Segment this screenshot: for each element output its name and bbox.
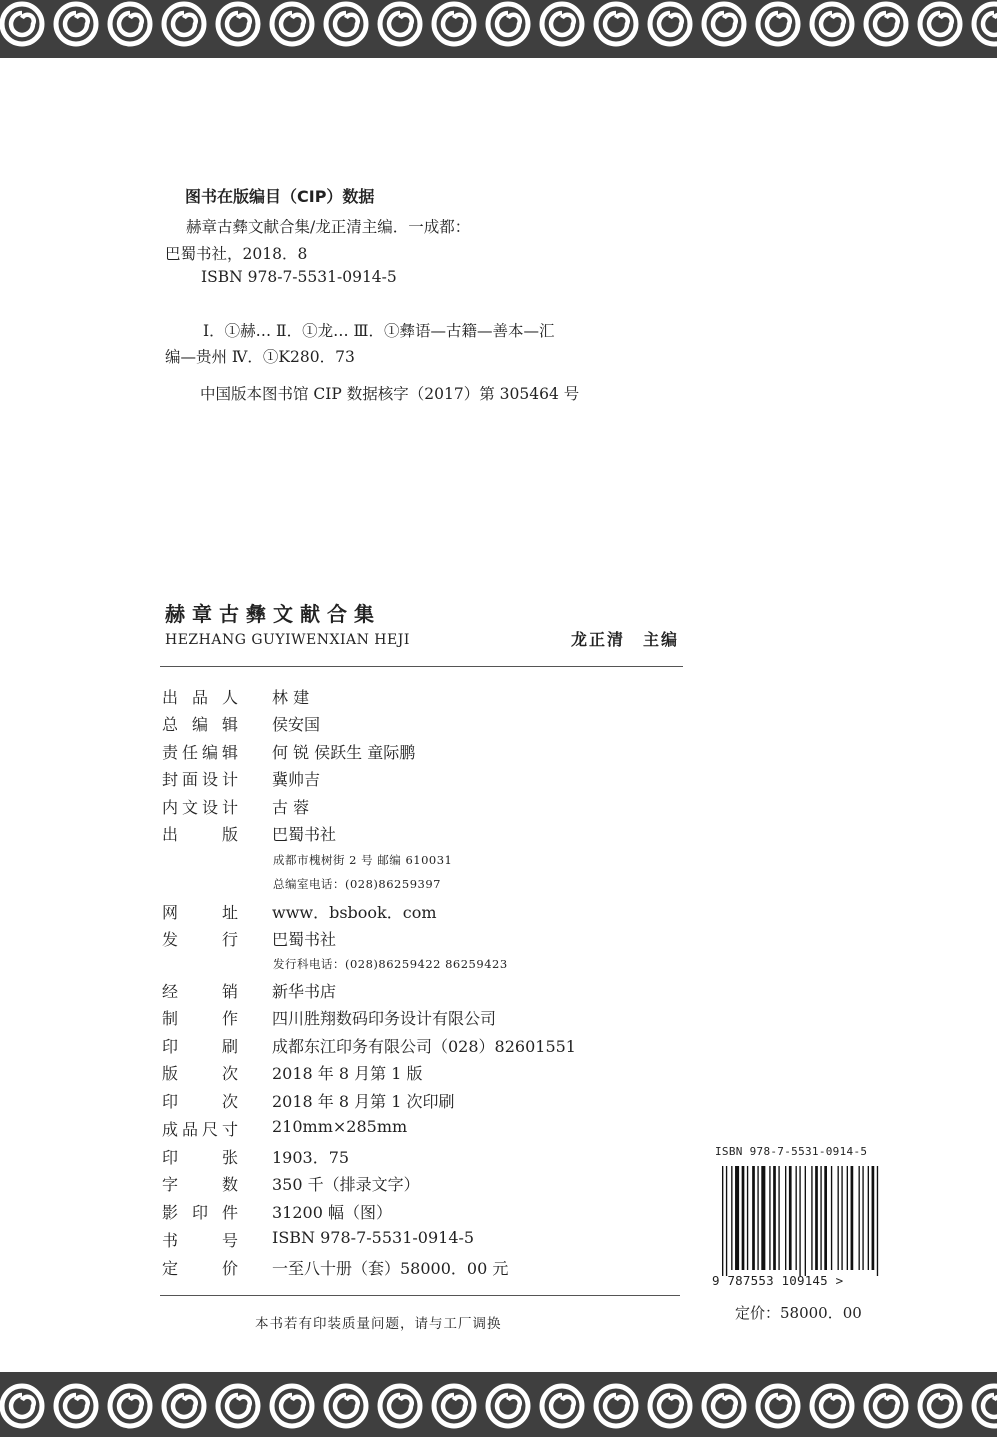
credit-value: www．bsbook．com	[272, 903, 437, 922]
credit-value: 古 蓉	[272, 798, 310, 817]
credit-value: 新华书店	[272, 982, 337, 1001]
cip-line-2: 巴蜀书社，2018．8	[165, 245, 308, 263]
credit-label: 印 张	[162, 1148, 238, 1167]
credit-value: 2018 年 8 月第 1 次印刷	[272, 1092, 455, 1111]
credit-label: 封 面 设 计	[162, 770, 238, 789]
cip-line-4: Ⅰ．①赫… Ⅱ．①龙… Ⅲ．①彝语—古籍—善本—汇	[203, 322, 555, 340]
credit-value: 侯安国	[272, 715, 321, 734]
credit-value: 31200 幅（图）	[272, 1203, 392, 1222]
credit-label: 成 品 尺 寸	[162, 1120, 238, 1139]
divider-top	[160, 666, 683, 667]
book-title-pinyin: HEZHANG GUYIWENXIAN HEJI	[165, 632, 410, 648]
credit-label: 版 次	[162, 1064, 238, 1083]
credit-label: 责 任 编 辑	[162, 743, 238, 762]
credit-value: 巴蜀书社	[272, 930, 337, 949]
book-title: 赫章古彝文献合集	[165, 602, 381, 626]
decorative-border-bottom	[0, 1372, 997, 1437]
credit-value: 林 建	[272, 688, 310, 707]
chief-editor	[571, 627, 679, 650]
credit-value: 210mm×285mm	[272, 1117, 408, 1136]
editor-role: 主编	[643, 630, 680, 649]
credit-value: 巴蜀书社	[272, 825, 337, 844]
credit-label: 经 销	[162, 982, 238, 1001]
credit-label: 总 编 辑	[162, 715, 238, 734]
credit-value: 2018 年 8 月第 1 版	[272, 1064, 423, 1083]
editor-name: 龙正清	[571, 630, 626, 649]
cip-line-5: 编—贵州 Ⅳ．①K280．73	[165, 348, 355, 366]
barcode-icon	[712, 1144, 892, 1294]
divider-bottom	[160, 1295, 680, 1296]
credit-label: 书 号	[162, 1231, 238, 1250]
credit-label: 印 次	[162, 1092, 238, 1111]
credit-value: ISBN 978-7-5531-0914-5	[272, 1228, 475, 1247]
price-label: 定价：58000．00	[735, 1304, 862, 1322]
swirl-pattern-icon	[0, 1372, 997, 1437]
credit-label: 出 品 人	[162, 688, 238, 707]
distribution-phone: 发行科电话：(028)86259422 86259423	[273, 957, 508, 971]
quality-notice: 本书若有印装质量问题，请与工厂调换	[255, 1316, 502, 1332]
credit-label: 制 作	[162, 1009, 238, 1028]
credit-value: 冀帅吉	[272, 770, 321, 789]
credit-label: 影 印 件	[162, 1203, 238, 1222]
credit-label: 定 价	[162, 1259, 238, 1278]
publisher-address: 成都市槐树街 2 号 邮编 610031	[273, 853, 453, 867]
cip-line-3: ISBN 978-7-5531-0914-5	[201, 268, 397, 286]
swirl-pattern-icon	[0, 0, 997, 58]
credit-value: 四川胜翔数码印务设计有限公司	[272, 1009, 497, 1028]
cip-line-6: 中国版本图书馆 CIP 数据核字（2017）第 305464 号	[200, 385, 580, 403]
cip-title: 图书在版编目（CIP）数据	[185, 187, 375, 206]
credit-label: 网 址	[162, 903, 238, 922]
decorative-border-top	[0, 0, 997, 58]
barcode-digits: 9 787553 109145 >	[712, 1273, 844, 1288]
credit-value: 350 千（排录文字）	[272, 1175, 420, 1194]
editorial-phone: 总编室电话：(028)86259397	[273, 877, 441, 891]
credit-value: 1903．75	[272, 1148, 350, 1167]
barcode-isbn: ISBN 978-7-5531-0914-5	[715, 1145, 868, 1158]
credit-label: 内 文 设 计	[162, 798, 238, 817]
credit-label: 出 版	[162, 825, 238, 844]
credit-value: 何 锐 侯跃生 童际鹏	[272, 743, 416, 762]
credit-label: 发 行	[162, 930, 238, 949]
credit-value: 一至八十册（套）58000．00 元	[272, 1259, 509, 1278]
credit-label: 印 刷	[162, 1037, 238, 1056]
credit-value: 成都东江印务有限公司（028）82601551	[272, 1037, 576, 1056]
credit-label: 字 数	[162, 1175, 238, 1194]
cip-line-1: 赫章古彝文献合集/龙正清主编．一成都：	[186, 218, 471, 236]
